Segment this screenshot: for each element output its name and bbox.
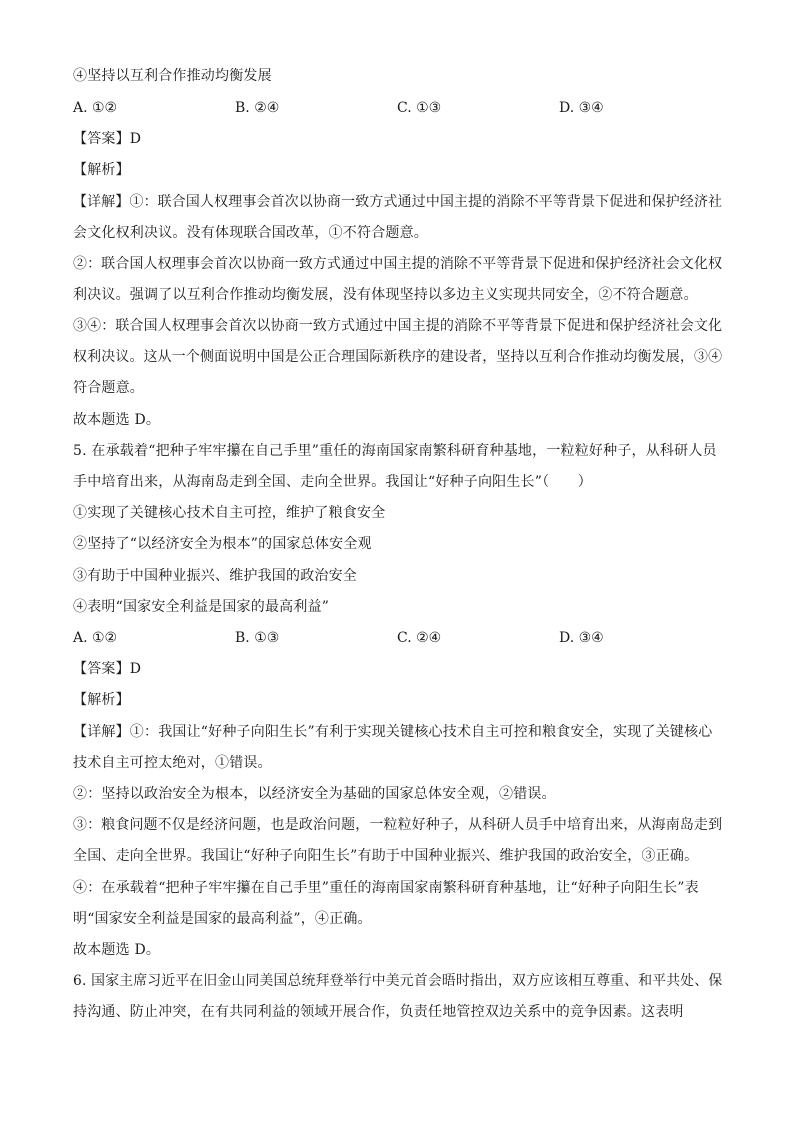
q4-conclusion: 故本题选 D。 (73, 412, 161, 428)
q4-option-a: A. ①② (73, 100, 118, 116)
q4-answer: 【答案】D (73, 131, 142, 147)
q4-detail-1b: 会文化权利决议。没有体现联合国改革，①不符合题意。 (73, 225, 428, 241)
q5-option-c: C. ②④ (397, 630, 442, 646)
q5-detail-1a: 【详解】①：我国让“好种子向阳生长”有利于实现关键核心技术自主可控和粮食安全，实现了关键核心 (73, 724, 713, 740)
q4-detail-3b: 权利决议。这从一个侧面说明中国是公正合理国际新秩序的建设者，坚持以互利合作推动均衡发展，③④ (73, 349, 723, 365)
q4-option-b: B. ②④ (235, 100, 280, 116)
q5-statement-4: ④表明“国家安全利益是国家的最高利益” (73, 599, 330, 615)
q4-detail-2b: 利决议。强调了以互利合作推动均衡发展，没有体现坚持以多边主义实现共同安全，②不符合题意。 (73, 287, 698, 303)
q4-option-c: C. ①③ (397, 100, 442, 116)
q5-analysis-heading: 【解析】 (73, 692, 130, 708)
q5-conclusion: 故本题选 D。 (73, 942, 161, 958)
q5-detail-2: ②：坚持以政治安全为根本，以经济安全为基础的国家总体安全观，②错误。 (73, 786, 556, 802)
q5-option-d: D. ③④ (559, 630, 604, 646)
q5-option-b: B. ①③ (235, 630, 280, 646)
q5-stem-line-2: 手中培育出来，从海南岛走到全国、走向全世界。我国让“好种子向阳生长”（ ） (73, 474, 592, 490)
q5-option-a: A. ①② (73, 630, 118, 646)
q5-statement-3: ③有助于中国种业振兴、维护我国的政治安全 (73, 568, 357, 584)
q5-detail-1b: 技术自主可控太绝对，①错误。 (73, 755, 272, 771)
q4-detail-2a: ②：联合国人权理事会首次以协商一致方式通过中国主提的消除不平等背景下促进和保护经济社会文化权 (73, 256, 723, 272)
q4-detail-3c: 符合题意。 (73, 380, 144, 396)
q5-stem-line-1: 5. 在承载着“把种子牢牢攥在自己手里”重任的海南国家南繁科研育种基地，一粒粒好种子，从科研人员 (73, 443, 717, 459)
q5-statement-1: ①实现了关键核心技术自主可控，维护了粮食安全 (73, 505, 386, 521)
q5-detail-4a: ④：在承载着“把种子牢牢攥在自己手里”重任的海南国家南繁科研育种基地，让“好种子向阳生长”表 (73, 880, 699, 896)
q6-stem-line-2: 持沟通、防止冲突，在有共同利益的领域开展合作，负责任地管控双边关系中的竞争因素。这表明 (73, 1004, 684, 1020)
q4-statement-4: ④坚持以互利合作推动均衡发展 (73, 68, 272, 84)
q4-detail-1a: 【详解】①：联合国人权理事会首次以协商一致方式通过中国主提的消除不平等背景下促进和保护经济社 (73, 194, 723, 210)
q5-statement-2: ②坚持了“以经济安全为根本”的国家总体安全观 (73, 536, 372, 552)
q5-answer: 【答案】D (73, 661, 142, 677)
q4-option-d: D. ③④ (559, 100, 604, 116)
q4-detail-3a: ③④：联合国人权理事会首次以协商一致方式通过中国主提的消除不平等背景下促进和保护经济社会文化 (73, 318, 723, 334)
q5-detail-3a: ③：粮食问题不仅是经济问题，也是政治问题，一粒粒好种子，从科研人员手中培育出来，从海南岛走到 (73, 817, 723, 833)
q5-detail-4b: 明“国家安全利益是国家的最高利益”，④正确。 (73, 911, 372, 927)
q5-detail-3b: 全国、走向全世界。我国让“好种子向阳生长”有助于中国种业振兴、维护我国的政治安全，③正确。 (73, 848, 699, 864)
q6-stem-line-1: 6. 国家主席习近平在旧金山同美国总统拜登举行中美元首会晤时指出，双方应该相互尊重、和平共处、保 (73, 973, 723, 989)
q4-analysis-heading: 【解析】 (73, 162, 130, 178)
